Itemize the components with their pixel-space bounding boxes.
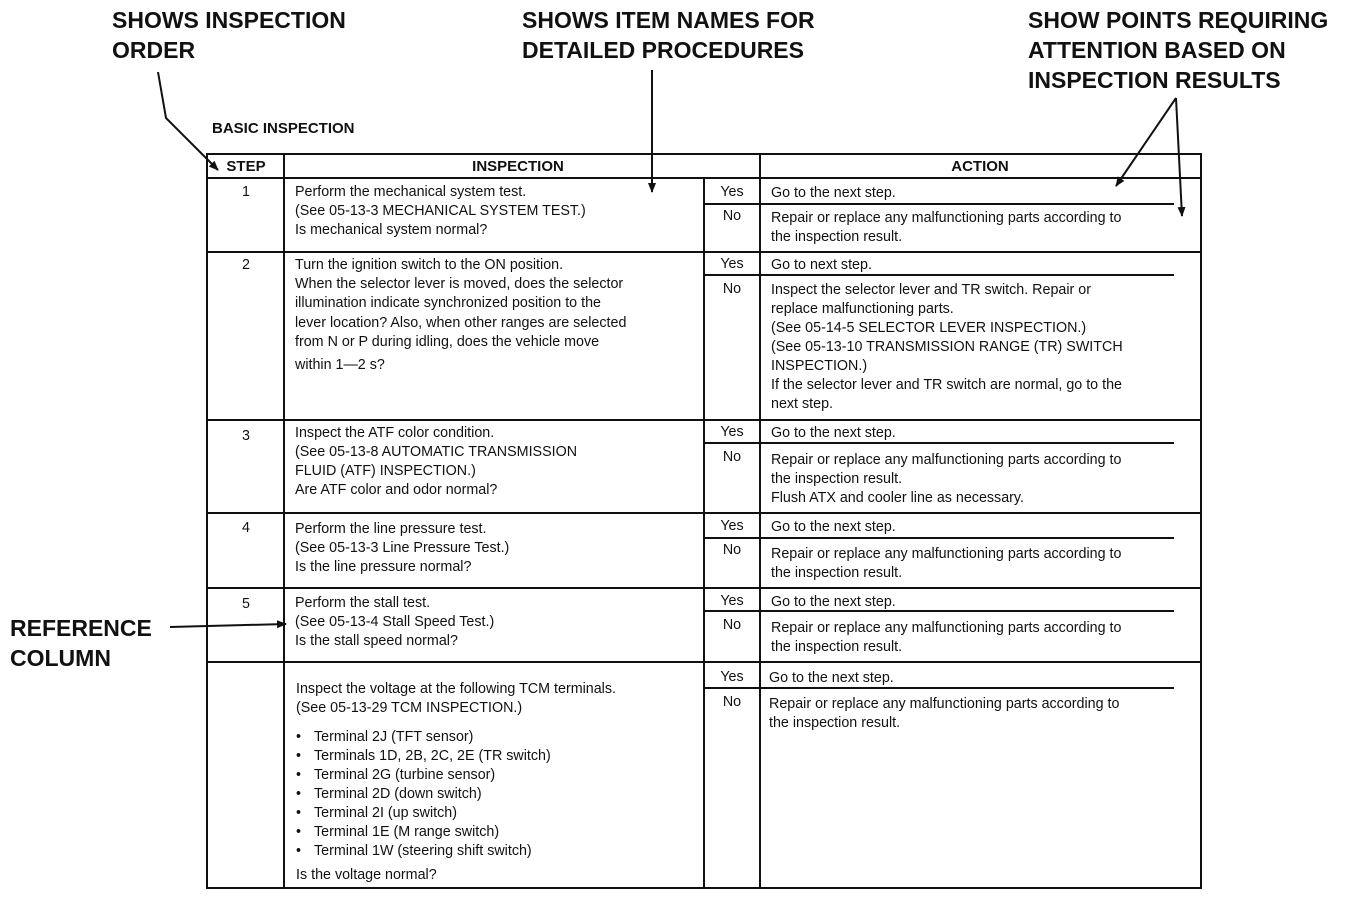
no-label: No bbox=[722, 449, 742, 465]
terminal-item: • Terminal 1W (steering shift switch) bbox=[296, 842, 551, 861]
header-step: STEP bbox=[226, 158, 266, 175]
action-line: Repair or replace any malfunctioning parts according to bbox=[771, 546, 1122, 562]
inspection-line: (See 05-13-3 Line Pressure Test.) bbox=[295, 540, 510, 556]
step-number: 1 bbox=[242, 184, 250, 200]
action-line: Go to the next step. bbox=[771, 425, 896, 441]
header-action: ACTION bbox=[951, 158, 1009, 175]
yes-label: Yes bbox=[720, 669, 744, 685]
step-number: 5 bbox=[242, 596, 250, 612]
terminal-item: • Terminal 2G (turbine sensor) bbox=[296, 766, 551, 785]
step-number: 4 bbox=[242, 520, 250, 536]
inspection-line: Inspect the voltage at the following TCM terminals. bbox=[296, 681, 616, 697]
action-line: Go to the next step. bbox=[769, 670, 894, 686]
yes-label: Yes bbox=[720, 256, 744, 272]
action-line: the inspection result. bbox=[771, 565, 903, 581]
no-label: No bbox=[722, 694, 742, 710]
arrow-to-action-column bbox=[1116, 98, 1176, 186]
action-line: the inspection result. bbox=[771, 229, 903, 245]
arrow-to-reference-column bbox=[170, 624, 286, 627]
callout-line: SHOW POINTS REQUIRING bbox=[1028, 7, 1329, 33]
inspection-line: Perform the mechanical system test. bbox=[295, 184, 527, 200]
action-line: replace malfunctioning parts. bbox=[771, 301, 954, 317]
terminal-item: • Terminal 2J (TFT sensor) bbox=[296, 728, 551, 747]
callout-line: REFERENCE bbox=[10, 615, 152, 641]
callout-line: COLUMN bbox=[10, 645, 111, 671]
terminal-item: • Terminal 2I (up switch) bbox=[296, 804, 551, 823]
no-label: No bbox=[722, 281, 742, 297]
action-line: the inspection result. bbox=[771, 471, 903, 487]
terminal-item: • Terminal 2D (down switch) bbox=[296, 785, 551, 804]
callout-line: INSPECTION RESULTS bbox=[1028, 67, 1281, 93]
action-line: (See 05-13-10 TRANSMISSION RANGE (TR) SWITCH bbox=[771, 339, 1123, 355]
action-line: next step. bbox=[771, 396, 833, 412]
yes-label: Yes bbox=[720, 593, 744, 609]
action-line: Repair or replace any malfunctioning parts according to bbox=[771, 620, 1122, 636]
yes-label: Yes bbox=[720, 518, 744, 534]
inspection-line: (See 05-13-3 MECHANICAL SYSTEM TEST.) bbox=[295, 203, 586, 219]
inspection-line: Is the stall speed normal? bbox=[295, 633, 458, 649]
action-line: Go to the next step. bbox=[771, 185, 896, 201]
action-line: If the selector lever and TR switch are normal, go to the bbox=[771, 377, 1122, 393]
inspection-line: Inspect the ATF color condition. bbox=[295, 425, 495, 441]
inspection-line: from N or P during idling, does the vehicle move bbox=[295, 333, 600, 350]
no-label: No bbox=[722, 208, 742, 224]
step-number: 3 bbox=[242, 428, 250, 444]
header-inspection: INSPECTION bbox=[472, 158, 564, 175]
yes-label: Yes bbox=[720, 424, 744, 440]
action-line: Go to the next step. bbox=[771, 519, 896, 535]
terminal-item: • Terminal 1E (M range switch) bbox=[296, 823, 551, 842]
inspection-line: Turn the ignition switch to the ON position. bbox=[295, 257, 564, 273]
action-line: Repair or replace any malfunctioning parts according to bbox=[771, 452, 1122, 468]
inspection-line: Are ATF color and odor normal? bbox=[295, 482, 498, 498]
action-line: Inspect the selector lever and TR switch. Repair or bbox=[771, 282, 1091, 298]
yes-label: Yes bbox=[720, 184, 744, 200]
inspection-line: Is mechanical system normal? bbox=[295, 222, 488, 238]
inspection-line: (See 05-13-8 AUTOMATIC TRANSMISSION bbox=[295, 444, 578, 460]
inspection-line: Is the line pressure normal? bbox=[295, 559, 472, 575]
callout-line: SHOWS INSPECTION bbox=[112, 7, 346, 33]
inspection-line: (See 05-13-4 Stall Speed Test.) bbox=[295, 614, 495, 630]
no-label: No bbox=[722, 542, 742, 558]
inspection-line: within 1—2 s? bbox=[295, 357, 385, 374]
inspection-line: illumination indicate synchronized position to the bbox=[295, 295, 601, 312]
callout-line: ATTENTION BASED ON bbox=[1028, 37, 1286, 63]
action-line: Go to next step. bbox=[771, 257, 872, 273]
inspection-line: When the selector lever is moved, does the selector bbox=[295, 276, 624, 293]
inspection-line: (See 05-13-29 TCM INSPECTION.) bbox=[296, 700, 523, 716]
step-number: 2 bbox=[242, 257, 250, 273]
callout-line: ORDER bbox=[112, 37, 196, 63]
action-line: Repair or replace any malfunctioning parts according to bbox=[769, 696, 1120, 712]
arrow-to-step-column bbox=[158, 72, 218, 170]
inspection-line: Perform the line pressure test. bbox=[295, 521, 487, 537]
action-line: INSPECTION.) bbox=[771, 358, 868, 374]
action-line: Flush ATX and cooler line as necessary. bbox=[771, 490, 1024, 506]
inspection-line: Perform the stall test. bbox=[295, 595, 431, 611]
callout-line: DETAILED PROCEDURES bbox=[522, 37, 804, 63]
action-line: the inspection result. bbox=[769, 715, 901, 731]
terminal-item: • Terminals 1D, 2B, 2C, 2E (TR switch) bbox=[296, 747, 551, 766]
action-line: Repair or replace any malfunctioning parts according to bbox=[771, 210, 1122, 226]
callout-line: SHOWS ITEM NAMES FOR bbox=[522, 7, 815, 33]
action-line: the inspection result. bbox=[771, 639, 903, 655]
inspection-line: Is the voltage normal? bbox=[296, 867, 437, 883]
arrow-to-action-detail bbox=[1176, 98, 1182, 216]
action-line: Go to the next step. bbox=[771, 594, 896, 610]
action-line: (See 05-14-5 SELECTOR LEVER INSPECTION.) bbox=[771, 320, 1087, 336]
inspection-line: FLUID (ATF) INSPECTION.) bbox=[295, 463, 476, 479]
table-title: BASIC INSPECTION bbox=[212, 120, 355, 137]
inspection-line: lever location? Also, when other ranges are selected bbox=[295, 314, 627, 331]
no-label: No bbox=[722, 617, 742, 633]
